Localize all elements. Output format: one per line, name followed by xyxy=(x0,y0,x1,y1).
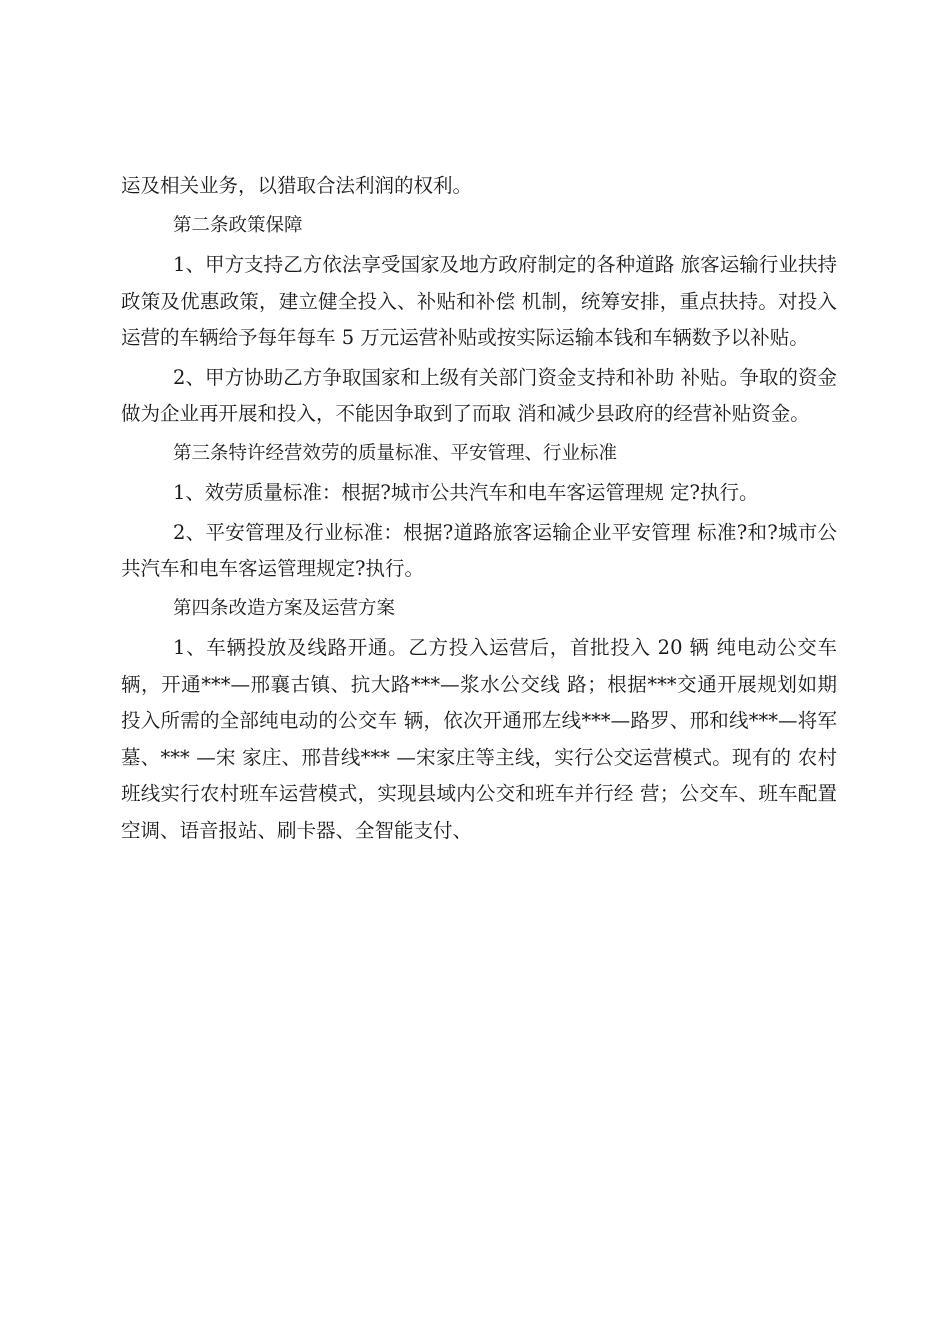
paragraph-article-3-item-1: 1、效劳质量标准：根据?城市公共汽车和电车客运管理规 定?执行。 xyxy=(173,481,759,504)
paragraph-article-2-item-2: 2、甲方协助乙方争取国家和上级有关部门资金支持和补助 补贴。争取的资金做为企业再开展和投入，不能因争取到了而取 消和减少县政府的经营补贴资金。 xyxy=(121,365,837,425)
paragraph-article-2-item-1: 1、甲方支持乙方依法享受国家及地方政府制定的各种道路 旅客运输行业扶持政策及优惠政策，建立健全投入、补贴和补偿 机制，统筹安排，重点扶持。对投入运营的车辆给予每年每车 5 万元运营补贴或按实际运输本钱和车辆数予以补贴。 xyxy=(121,253,837,349)
section-heading-article-2: 第二条政策保障 xyxy=(173,214,303,236)
paragraph-article-3-item-2: 2、平安管理及行业标准：根据?道路旅客运输企业平安管理 标准?和?城市公共汽车和电车客运管理规定?执行。 xyxy=(121,520,837,580)
paragraph-continuation: 运及相关业务，以猎取合法利润的权利。 xyxy=(121,174,473,197)
paragraph-article-4-item-1: 1、车辆投放及线路开通。乙方投入运营后，首批投入 20 辆 纯电动公交车辆，开通***—邢襄古镇、抗大路***—浆水公交线 路；根据***交通开展规划如期投入所需的全部纯电动的公交车 辆，依次开通邢左线***—路罗、邢和线***—将军墓、*** —宋 家庄、邢昔线*** —宋家庄等主线，实行公交运营模式。现有的 农村班线实行农村班车运营模式，实现县域内公交和班车并行经 营；公交车、班车配置空调、语音报站、刷卡器、全智能支付、 xyxy=(121,636,837,842)
document-page xyxy=(121,168,837,849)
section-heading-article-3: 第三条特许经营效劳的质量标准、平安管理、行业标准 xyxy=(173,442,618,464)
section-heading-article-4: 第四条改造方案及运营方案 xyxy=(173,597,396,619)
